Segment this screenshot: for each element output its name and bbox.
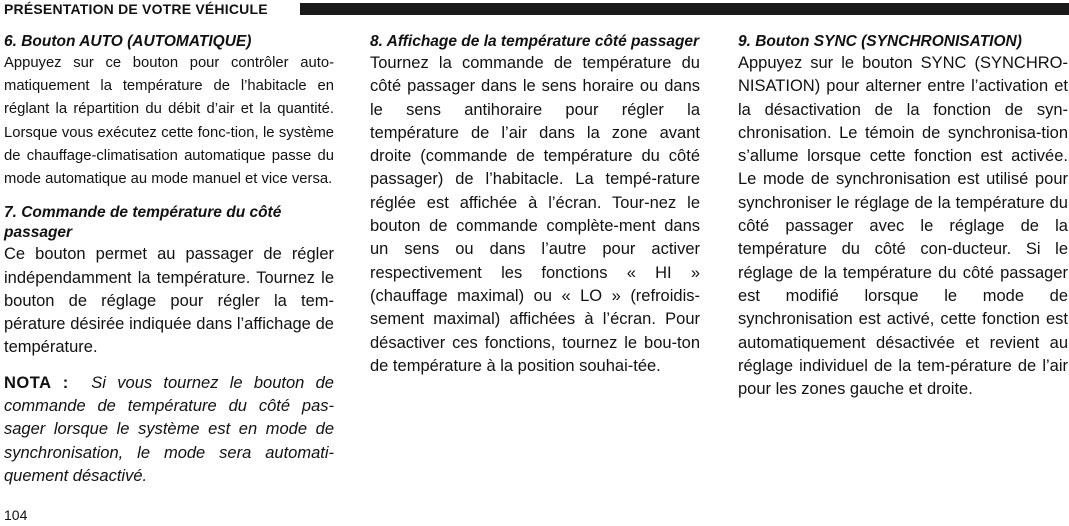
note-paragraph — [4, 372, 334, 488]
column-middle — [370, 32, 700, 378]
note-text: Si vous tournez le bouton de commande de température du côté pas-sager lorsque le système est en mode de synchronisation, le mode sera automati-quement désactivé. — [4, 373, 334, 485]
section-7-heading: 7. Commande de température du côté passager — [4, 204, 282, 242]
header-title: PRÉSENTATION DE VOTRE VÉHICULE — [4, 0, 274, 18]
column-left — [4, 32, 334, 488]
note-label: NOTA : — [4, 373, 69, 392]
page-header — [0, 0, 1069, 20]
section-8-body: Tournez la commande de température du côté passager dans le sens horaire ou dans le sens antihoraire pour régler la température de l’air dans la zone avant droite (commande de température du côté passager) de l’habitacle. La tempé-rature réglée est affichée à l’écran. Tour-nez le bouton de commande complète-ment dans un sens ou dans l’autre pour activer respectivement les fonctions « HI » (chauffage maximal) ou « LO » (refroidis-sement maximal) affichées à l’écran. Pour désactiver ces fonctions, tournez le bou-ton de température à la position souhai-tée. — [370, 54, 700, 375]
column-right — [738, 32, 1068, 401]
page-number: 104 — [4, 507, 28, 523]
section-6-heading: 6. Bouton AUTO (AUTOMATIQUE) — [4, 33, 252, 50]
section-7-body: Ce bouton permet au passager de régler indépendamment la température. Tournez le bouton de réglage pour régler la tem-pérature désirée indiquée dans l’affichage de température. — [4, 245, 334, 357]
section-9-body: Appuyez sur le bouton SYNC (SYNCHRO-NISATION) pour alterner entre l’activation et la désactivation de la fonction de syn-chronisation. Le témoin de synchronisa-tion s’allume lorsque cette fonction est activée. Le mode de synchronisation est utilisé pour synchroniser le réglage de la température du côté passager avec le réglage de la température du côté con-ducteur. Si le réglage de la température du côté passager est modifié lorsque le mode de synchronisation est activé, cette fonction est automatiquement désactivée et revient au réglage individuel de la tem-pérature de l’air pour les zones gauche et droite. — [738, 54, 1068, 399]
header-rule — [300, 3, 1069, 15]
section-9-heading: 9. Bouton SYNC (SYNCHRONISATION) — [738, 33, 1022, 50]
section-6-body: Appuyez sur ce bouton pour contrôler auto-matiquement la température de l’habitacle en réglant la répartition du débit d’air et la quantité. Lorsque vous exécutez cette fonc-tion, le système de chauffage-climatisation automatique passe du mode automatique au mode manuel et vice versa. — [4, 55, 334, 188]
section-8-heading: 8. Affichage de la température côté passager — [370, 33, 700, 50]
